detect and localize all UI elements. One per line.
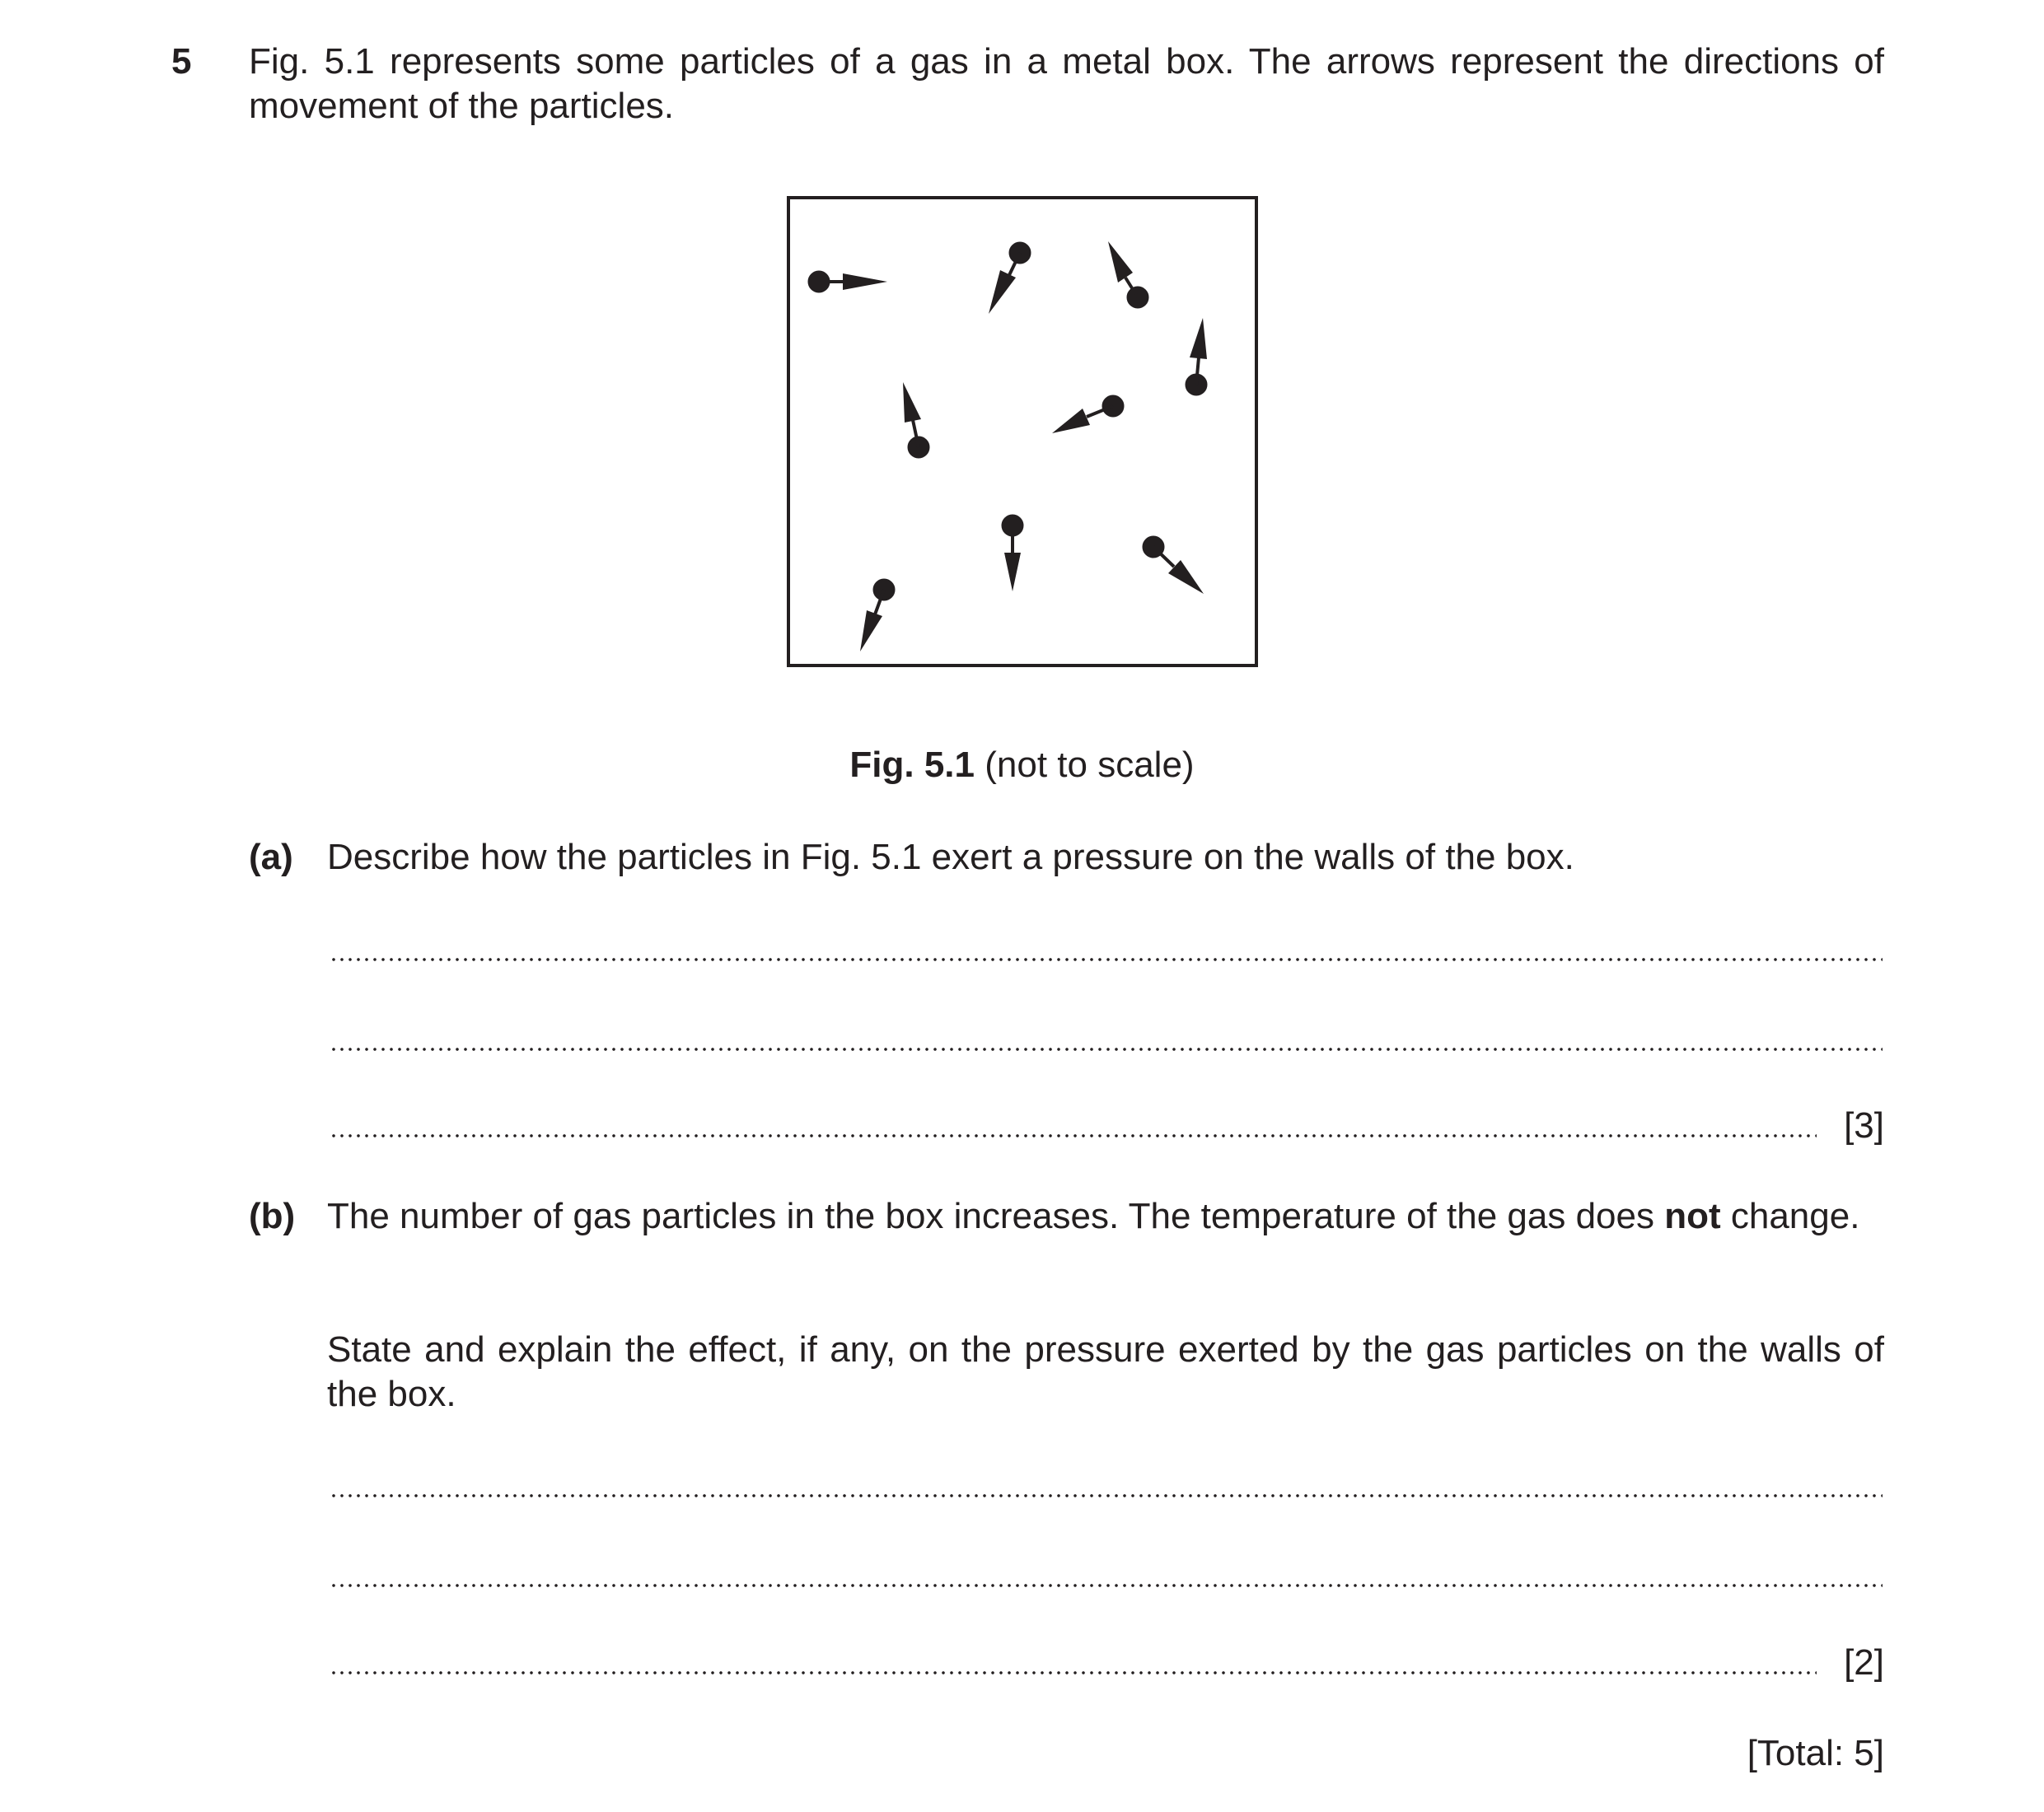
part-b-text-end: change. bbox=[1720, 1196, 1860, 1236]
answer-line[interactable] bbox=[330, 1492, 1883, 1500]
question-intro: Fig. 5.1 represents some particles of a gas in a metal box. The arrows represent the directions of movement of the particles. bbox=[249, 41, 1884, 126]
part-b-label: (b) bbox=[249, 1196, 296, 1236]
gas-particle-icon bbox=[860, 579, 895, 651]
figure-5-1 bbox=[787, 196, 1258, 667]
total-marks: [Total: 5] bbox=[1747, 1733, 1884, 1773]
part-b-marks: [2] bbox=[1844, 1642, 1884, 1683]
gas-particles bbox=[808, 241, 1207, 651]
answer-line[interactable] bbox=[330, 1045, 1883, 1053]
question-number: 5 bbox=[171, 41, 192, 82]
part-b-question bbox=[327, 1194, 1884, 1239]
answer-line[interactable] bbox=[330, 1581, 1883, 1590]
gas-particle-icon bbox=[1052, 395, 1124, 433]
metal-box bbox=[788, 198, 1256, 665]
answer-line[interactable] bbox=[330, 955, 1883, 964]
part-b-instruction: State and explain the effect, if any, on the pressure exerted by the gas particles on the walls of the box. bbox=[327, 1329, 1884, 1414]
gas-particle-icon bbox=[989, 242, 1031, 314]
part-a-marks: [3] bbox=[1844, 1105, 1884, 1146]
answer-line[interactable] bbox=[330, 1132, 1817, 1140]
figure-label: Fig. 5.1 bbox=[849, 745, 975, 785]
figure-note: (not to scale) bbox=[985, 745, 1195, 785]
answer-line[interactable] bbox=[330, 1669, 1817, 1677]
part-a-question: Describe how the particles in Fig. 5.1 exert a pressure on the walls of the box. bbox=[327, 837, 1574, 877]
part-b-text-start: The number of gas particles in the box increases. The temperature of the gas does bbox=[327, 1196, 1665, 1236]
gas-particle-icon bbox=[808, 271, 887, 292]
gas-particle-icon bbox=[1108, 241, 1148, 308]
gas-particle-icon bbox=[1002, 515, 1023, 591]
gas-particle-icon bbox=[903, 382, 929, 458]
gas-particle-icon bbox=[1143, 536, 1204, 594]
part-a-label: (a) bbox=[249, 837, 293, 877]
figure-caption bbox=[0, 743, 2044, 787]
gas-particle-icon bbox=[1186, 318, 1207, 395]
part-b-bold-word: not bbox=[1664, 1196, 1721, 1236]
